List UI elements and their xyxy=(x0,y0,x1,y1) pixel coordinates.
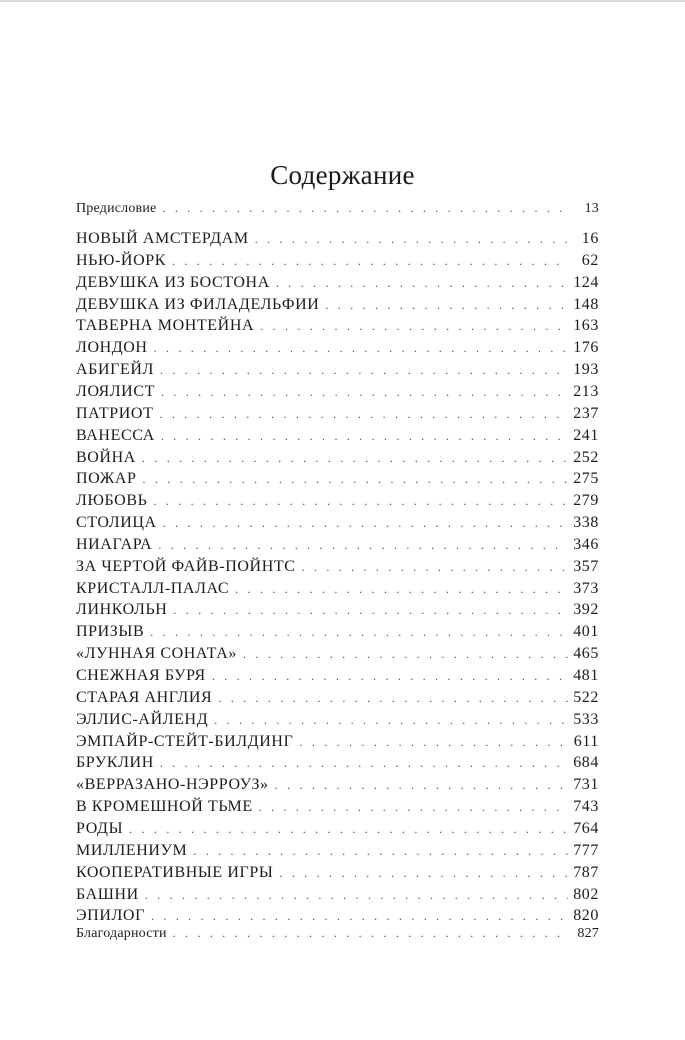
toc-page-number: 213 xyxy=(573,382,599,400)
toc-page-number: 62 xyxy=(581,251,599,269)
page-title: Содержание xyxy=(270,160,415,191)
toc-entry-title: ВАНЕССА xyxy=(76,426,155,444)
dot-leader xyxy=(260,315,568,337)
toc-entry-title: СТАРАЯ АНГЛИЯ xyxy=(76,688,213,706)
toc-entry-title: НОВЫЙ АМСТЕРДАМ xyxy=(76,230,249,247)
toc-entry-title: ДЕВУШКА ИЗ БОСТОНА xyxy=(76,273,270,291)
dot-leader xyxy=(243,643,568,665)
toc-entry-title: ЛИНКОЛЬН xyxy=(76,601,168,619)
toc-page-number: 279 xyxy=(573,492,599,510)
dot-leader xyxy=(129,818,568,840)
toc-chapter-entry[interactable] xyxy=(76,272,599,294)
toc-page-number: 346 xyxy=(573,535,599,553)
toc-page-number: 481 xyxy=(573,667,599,684)
toc-page-number: 611 xyxy=(573,732,599,750)
toc-entry-title: В КРОМЕШНОЙ ТЬМЕ xyxy=(76,798,253,816)
toc-entry-title: Предисловие xyxy=(76,201,157,216)
toc-chapter-entry[interactable] xyxy=(76,228,599,250)
toc-entry-title: БРУКЛИН xyxy=(76,754,154,772)
toc-page-number: 392 xyxy=(573,601,599,619)
toc-entry-title: Благодарности xyxy=(76,926,167,941)
toc-entry-title: НИАГАРА xyxy=(76,535,153,553)
toc-page-number: 522 xyxy=(573,688,599,706)
toc-page-number: 827 xyxy=(577,926,599,941)
toc-chapter-entry[interactable] xyxy=(76,709,599,731)
toc-chapter-entry[interactable] xyxy=(76,490,599,512)
toc-chapter-entry[interactable] xyxy=(76,294,599,316)
toc-page-number: 465 xyxy=(573,645,599,663)
toc-entry-title: «ВЕРРАЗАНО-НЭРРОУЗ» xyxy=(76,776,269,794)
toc-chapter-entry[interactable] xyxy=(76,512,599,534)
dot-leader xyxy=(158,534,568,556)
toc-page-number: 193 xyxy=(573,361,599,379)
toc-page-number: 820 xyxy=(573,907,599,925)
toc-page-number: 802 xyxy=(573,885,599,903)
toc-chapter-entry[interactable] xyxy=(76,315,599,337)
dot-leader xyxy=(275,774,568,796)
dot-leader xyxy=(142,447,568,469)
toc-page-number: 743 xyxy=(573,798,599,816)
toc-page-number: 163 xyxy=(573,317,599,335)
toc-chapter-entry[interactable] xyxy=(76,468,599,490)
toc-entry-title: ЛЮБОВЬ xyxy=(76,492,148,510)
toc-chapter-entry[interactable] xyxy=(76,884,599,906)
toc-entry-title: ВОЙНА xyxy=(76,448,136,466)
toc-entry-title: ДЕВУШКА ИЗ ФИЛАДЕЛЬФИИ xyxy=(76,295,320,313)
dot-leader xyxy=(212,665,568,687)
toc-entry-title: МИЛЛЕНИУМ xyxy=(76,841,188,859)
toc-page-number: 338 xyxy=(573,514,599,532)
toc-page-number: 124 xyxy=(573,273,599,291)
toc-chapter-entry[interactable] xyxy=(76,250,599,272)
toc-page-number: 787 xyxy=(573,863,599,881)
dot-leader xyxy=(214,709,568,731)
toc-matter-entry[interactable] xyxy=(76,922,599,944)
toc-entry-title: ПОЖАР xyxy=(76,470,137,488)
toc-entry-title: ЛОЯЛИСТ xyxy=(76,382,155,400)
dot-leader xyxy=(153,490,568,512)
toc-entry-title: КООПЕРАТИВНЫЕ ИГРЫ xyxy=(76,863,274,881)
toc-page-number: 148 xyxy=(573,295,599,313)
toc-entry-title: КРИСТАЛЛ-ПАЛАС xyxy=(76,579,230,597)
toc-page-number: 275 xyxy=(573,470,599,488)
toc-chapter-entry[interactable] xyxy=(76,621,599,643)
toc-chapter-entry[interactable] xyxy=(76,752,599,774)
toc-entry-title: НЬЮ-ЙОРК xyxy=(76,251,166,269)
toc-chapter-entry[interactable] xyxy=(76,643,599,665)
toc-chapter-entry[interactable] xyxy=(76,578,599,600)
toc-entry-title: СТОЛИЦА xyxy=(76,514,157,532)
toc-entry-title: ЗА ЧЕРТОЙ ФАЙВ-ПОЙНТС xyxy=(76,557,296,575)
toc-page-number: 176 xyxy=(573,339,599,357)
dot-leader xyxy=(159,403,568,425)
toc-page-number: 764 xyxy=(573,819,599,837)
dot-leader xyxy=(218,687,568,709)
toc-page-number: 401 xyxy=(573,623,599,641)
dot-leader xyxy=(325,294,568,316)
page-top-edge xyxy=(0,0,685,2)
toc-page-number: 16 xyxy=(581,230,599,247)
dot-leader xyxy=(160,359,568,381)
dot-leader xyxy=(143,468,569,490)
toc-entry-title: ПРИЗЫВ xyxy=(76,623,145,641)
toc-entry-title: «ЛУННАЯ СОНАТА» xyxy=(76,645,237,663)
dot-leader xyxy=(259,796,568,818)
dot-leader xyxy=(302,556,568,578)
toc-entry-title: СНЕЖНАЯ БУРЯ xyxy=(76,667,206,684)
dot-leader xyxy=(299,731,568,753)
toc-entry-title: ПАТРИОТ xyxy=(76,404,154,422)
dot-leader xyxy=(161,381,568,403)
dot-leader xyxy=(145,884,568,906)
dot-leader xyxy=(154,337,568,359)
toc-chapter-entry[interactable] xyxy=(76,425,599,447)
dot-leader xyxy=(162,197,568,219)
toc-page-number: 241 xyxy=(573,426,599,444)
toc-entry-title: ЭМПАЙР-СТЕЙТ-БИЛДИНГ xyxy=(76,732,294,750)
toc-chapter-entry[interactable] xyxy=(76,862,599,884)
toc-chapter-entry[interactable] xyxy=(76,818,599,840)
dot-leader xyxy=(160,752,568,774)
dot-leader xyxy=(173,599,568,621)
toc-chapter-entry[interactable] xyxy=(76,665,599,687)
toc-chapter-entry[interactable] xyxy=(76,840,599,862)
dot-leader xyxy=(193,840,568,862)
toc-chapter-entry[interactable] xyxy=(76,556,599,578)
toc-page-number: 533 xyxy=(573,710,599,728)
dot-leader xyxy=(163,512,568,534)
toc-page-number: 357 xyxy=(573,557,599,575)
toc-chapter-entry[interactable] xyxy=(76,774,599,796)
toc-page-number: 252 xyxy=(573,448,599,466)
toc-chapter-entry[interactable] xyxy=(76,534,599,556)
toc-chapter-entry[interactable] xyxy=(76,687,599,709)
toc-chapter-entry[interactable] xyxy=(76,359,599,381)
toc-entry-title: ТАВЕРНА МОНТЕЙНА xyxy=(76,317,255,335)
toc-chapter-entry[interactable] xyxy=(76,381,599,403)
dot-leader xyxy=(173,922,568,944)
dot-leader xyxy=(161,425,568,447)
toc-page-number: 684 xyxy=(573,754,599,772)
toc-page-number: 731 xyxy=(573,776,599,794)
dot-leader xyxy=(235,578,568,600)
toc-page-number: 13 xyxy=(584,201,599,216)
dot-leader xyxy=(279,862,568,884)
toc-entry-title: АБИГЕЙЛ xyxy=(76,361,154,379)
toc-chapter-entry[interactable] xyxy=(76,337,599,359)
dot-leader xyxy=(255,228,568,250)
toc-entry-title: ЭЛЛИС-АЙЛЕНД xyxy=(76,710,209,728)
toc-chapter-entry[interactable] xyxy=(76,599,599,621)
toc-chapter-entry[interactable] xyxy=(76,796,599,818)
toc-page-number: 237 xyxy=(573,404,599,422)
toc-entry-title: БАШНИ xyxy=(76,885,139,903)
toc-chapter-entry[interactable] xyxy=(76,403,599,425)
toc-chapter-entry[interactable] xyxy=(76,731,599,753)
toc-entry-title: ЛОНДОН xyxy=(76,339,148,357)
toc-page-number: 777 xyxy=(573,841,599,859)
dot-leader xyxy=(172,250,568,272)
toc-chapter-entry[interactable] xyxy=(76,447,599,469)
dot-leader xyxy=(276,272,568,294)
toc-matter-entry[interactable] xyxy=(76,197,599,219)
toc-entry-title: ЭПИЛОГ xyxy=(76,907,145,925)
toc-page-number: 373 xyxy=(573,579,599,597)
dot-leader xyxy=(150,621,568,643)
toc-entry-title: РОДЫ xyxy=(76,819,124,837)
